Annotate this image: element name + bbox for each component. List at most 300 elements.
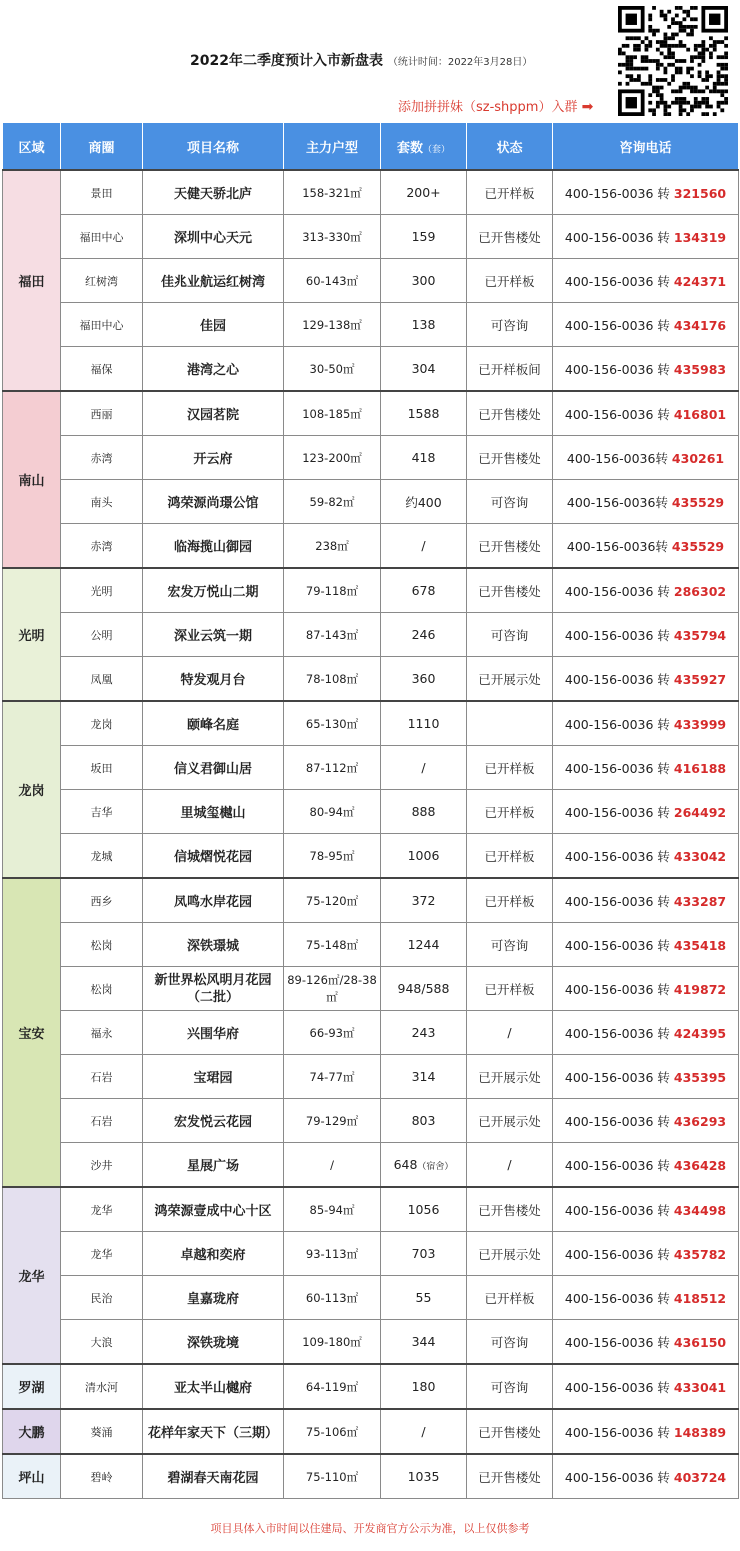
table-row bbox=[3, 1364, 739, 1409]
unit-type-cell: 93-113㎡ bbox=[284, 1232, 381, 1276]
unit-type-cell: 79-129㎡ bbox=[284, 1099, 381, 1143]
table-row bbox=[3, 923, 739, 967]
area-cell: 公明 bbox=[61, 613, 143, 657]
units-cell bbox=[381, 1276, 467, 1320]
district-cell: 罗湖 bbox=[3, 1364, 61, 1409]
units-value: 246 bbox=[411, 627, 436, 642]
table-row bbox=[3, 1454, 739, 1499]
units-value: 约400 bbox=[405, 494, 442, 510]
units-value: 360 bbox=[411, 671, 436, 686]
district-cell: 龙岗 bbox=[3, 701, 61, 878]
units-value: 1588 bbox=[407, 406, 440, 421]
status-cell: 已开售楼处 bbox=[467, 524, 553, 569]
status-cell: 已开展示处 bbox=[467, 657, 553, 702]
area-cell: 民治 bbox=[61, 1276, 143, 1320]
phone-number: 400-156-0036 转 bbox=[564, 1246, 674, 1262]
table-row bbox=[3, 436, 739, 480]
table-row bbox=[3, 170, 739, 215]
unit-type-cell: 75-148㎡ bbox=[284, 923, 381, 967]
status-cell: 可咨询 bbox=[467, 480, 553, 524]
phone-number: 400-156-0036 转 bbox=[564, 1469, 674, 1485]
phone-extension: 434498 bbox=[673, 1202, 727, 1218]
area-cell: 大浪 bbox=[61, 1320, 143, 1365]
unit-type-cell: 108-185㎡ bbox=[284, 391, 381, 436]
units-value: 1006 bbox=[407, 848, 440, 863]
phone-cell[interactable] bbox=[553, 391, 739, 436]
units-value: 159 bbox=[411, 229, 436, 244]
project-name-cell: 鸿荣源尚璟公馆 bbox=[143, 480, 284, 524]
phone-cell[interactable] bbox=[553, 701, 739, 746]
unit-type-cell: 79-118㎡ bbox=[284, 568, 381, 613]
phone-extension: 430261 bbox=[671, 450, 725, 466]
table-row bbox=[3, 1276, 739, 1320]
units-value: 55 bbox=[415, 1290, 432, 1305]
table-row bbox=[3, 524, 739, 569]
status-cell: 已开样板间 bbox=[467, 347, 553, 392]
district-cell: 宝安 bbox=[3, 878, 61, 1187]
area-cell: 景田 bbox=[61, 170, 143, 215]
phone-number: 400-156-0036 转 bbox=[564, 716, 674, 732]
phone-extension: 436293 bbox=[673, 1113, 727, 1129]
district-cell: 大鹏 bbox=[3, 1409, 61, 1454]
project-name-cell: 宏发悦云花园 bbox=[143, 1099, 284, 1143]
phone-cell[interactable] bbox=[553, 967, 739, 1011]
phone-extension: 264492 bbox=[673, 804, 727, 820]
units-cell bbox=[381, 790, 467, 834]
table-row bbox=[3, 657, 739, 702]
phone-number: 400-156-0036转 bbox=[566, 494, 672, 510]
area-cell: 赤湾 bbox=[61, 436, 143, 480]
phone-number: 400-156-0036 转 bbox=[564, 361, 674, 377]
status-cell: 已开售楼处 bbox=[467, 1409, 553, 1454]
units-cell bbox=[381, 568, 467, 613]
area-cell: 清水河 bbox=[61, 1364, 143, 1409]
status-cell: 已开样板 bbox=[467, 790, 553, 834]
area-cell: 松岗 bbox=[61, 967, 143, 1011]
phone-cell[interactable] bbox=[553, 834, 739, 879]
table-row bbox=[3, 746, 739, 790]
units-value: 703 bbox=[411, 1246, 436, 1261]
status-cell: / bbox=[467, 1011, 553, 1055]
table-row bbox=[3, 347, 739, 392]
project-name-cell: 亚太半山樾府 bbox=[143, 1364, 284, 1409]
table-row bbox=[3, 967, 739, 1011]
district-cell: 光明 bbox=[3, 568, 61, 701]
area-cell: 西丽 bbox=[61, 391, 143, 436]
table-row bbox=[3, 701, 739, 746]
phone-number: 400-156-0036 转 bbox=[564, 317, 674, 333]
project-name-cell: 宝珺园 bbox=[143, 1055, 284, 1099]
units-value: 948/588 bbox=[397, 981, 450, 996]
units-value: 803 bbox=[411, 1113, 436, 1128]
unit-type-cell: 80-94㎡ bbox=[284, 790, 381, 834]
phone-number: 400-156-0036 转 bbox=[564, 937, 674, 953]
units-cell bbox=[381, 1364, 467, 1409]
table-body bbox=[3, 170, 739, 1499]
phone-cell[interactable] bbox=[553, 1454, 739, 1499]
units-value: 300 bbox=[411, 273, 436, 288]
phone-cell[interactable] bbox=[553, 1055, 739, 1099]
table-row bbox=[3, 1055, 739, 1099]
phone-cell[interactable] bbox=[553, 878, 739, 923]
arrow-right-icon: ➡ bbox=[581, 99, 594, 115]
phone-extension: 433041 bbox=[673, 1379, 727, 1395]
units-cell bbox=[381, 259, 467, 303]
unit-type-cell: 66-93㎡ bbox=[284, 1011, 381, 1055]
status-cell: 已开样板 bbox=[467, 878, 553, 923]
units-cell bbox=[381, 480, 467, 524]
area-cell: 福永 bbox=[61, 1011, 143, 1055]
table-row bbox=[3, 215, 739, 259]
header-phone: 咨询电话 bbox=[553, 123, 739, 171]
status-cell: 已开样板 bbox=[467, 170, 553, 215]
units-value: 344 bbox=[411, 1334, 436, 1349]
phone-cell[interactable] bbox=[553, 613, 739, 657]
unit-type-cell: 60-113㎡ bbox=[284, 1276, 381, 1320]
units-cell bbox=[381, 613, 467, 657]
units-value: 418 bbox=[411, 450, 436, 465]
table-row bbox=[3, 834, 739, 879]
unit-type-cell: 123-200㎡ bbox=[284, 436, 381, 480]
units-cell bbox=[381, 1232, 467, 1276]
units-cell bbox=[381, 1143, 467, 1188]
header-area: 商圈 bbox=[61, 123, 143, 171]
units-value: 678 bbox=[411, 583, 436, 598]
phone-cell[interactable] bbox=[553, 923, 739, 967]
phone-extension: 321560 bbox=[673, 185, 727, 201]
unit-type-cell: 60-143㎡ bbox=[284, 259, 381, 303]
phone-extension: 419872 bbox=[673, 981, 727, 997]
status-cell: 可咨询 bbox=[467, 923, 553, 967]
project-name-cell: 汉园茗院 bbox=[143, 391, 284, 436]
qr-code-icon[interactable] bbox=[618, 6, 728, 116]
project-name-cell: 宏发万悦山二期 bbox=[143, 568, 284, 613]
district-cell: 坪山 bbox=[3, 1454, 61, 1499]
status-cell: 已开售楼处 bbox=[467, 436, 553, 480]
units-value: 200+ bbox=[406, 185, 441, 200]
promo-text: 添加拼拼妹（sz-shppm）入群 ➡ bbox=[398, 99, 594, 115]
units-cell bbox=[381, 878, 467, 923]
phone-extension: 433042 bbox=[673, 848, 727, 864]
table-row bbox=[3, 259, 739, 303]
phone-cell[interactable] bbox=[553, 657, 739, 702]
project-name-cell: 皇嘉珑府 bbox=[143, 1276, 284, 1320]
status-cell: 可咨询 bbox=[467, 1364, 553, 1409]
units-value: 180 bbox=[411, 1379, 436, 1394]
units-value: 372 bbox=[411, 893, 436, 908]
phone-extension: 435529 bbox=[671, 538, 725, 554]
district-cell: 福田 bbox=[3, 170, 61, 391]
phone-extension: 436150 bbox=[673, 1334, 727, 1350]
unit-type-cell: 75-106㎡ bbox=[284, 1409, 381, 1454]
area-cell: 龙岗 bbox=[61, 701, 143, 746]
phone-number: 400-156-0036 转 bbox=[564, 1334, 674, 1350]
phone-number: 400-156-0036 转 bbox=[564, 406, 674, 422]
unit-type-cell: 87-143㎡ bbox=[284, 613, 381, 657]
units-cell bbox=[381, 215, 467, 259]
phone-number: 400-156-0036 转 bbox=[564, 627, 674, 643]
unit-type-cell: 129-138㎡ bbox=[284, 303, 381, 347]
unit-type-cell: 30-50㎡ bbox=[284, 347, 381, 392]
phone-extension: 435983 bbox=[673, 361, 727, 377]
units-cell bbox=[381, 701, 467, 746]
area-cell: 龙华 bbox=[61, 1187, 143, 1232]
area-cell: 石岩 bbox=[61, 1099, 143, 1143]
phone-number: 400-156-0036 转 bbox=[564, 229, 674, 245]
table-row bbox=[3, 391, 739, 436]
stat-time: （统计时间：2022年3月28日） bbox=[387, 57, 533, 68]
units-value: 1056 bbox=[407, 1202, 440, 1217]
phone-number: 400-156-0036 转 bbox=[564, 1202, 674, 1218]
units-value: / bbox=[421, 1424, 426, 1439]
footnote: 项目具体入市时间以住建局、开发商官方公示为准，以上仅供参考 bbox=[210, 1522, 530, 1535]
phone-extension: 416801 bbox=[673, 406, 727, 422]
project-name-cell: 佳兆业航运红树湾 bbox=[143, 259, 284, 303]
status-cell: 可咨询 bbox=[467, 613, 553, 657]
units-cell bbox=[381, 1409, 467, 1454]
phone-extension: 435395 bbox=[673, 1069, 727, 1085]
phone-number: 400-156-0036 转 bbox=[564, 1069, 674, 1085]
phone-number: 400-156-0036 转 bbox=[564, 893, 674, 909]
header-district: 区域 bbox=[3, 123, 61, 171]
project-name-cell: 港湾之心 bbox=[143, 347, 284, 392]
table-row bbox=[3, 878, 739, 923]
header-project: 项目名称 bbox=[143, 123, 284, 171]
table-header-row bbox=[3, 123, 739, 171]
project-name-cell: 信城熠悦花园 bbox=[143, 834, 284, 879]
area-cell: 红树湾 bbox=[61, 259, 143, 303]
phone-cell[interactable] bbox=[553, 259, 739, 303]
phone-cell[interactable] bbox=[553, 1187, 739, 1232]
phone-cell[interactable] bbox=[553, 524, 739, 569]
table-row bbox=[3, 790, 739, 834]
district-cell: 龙华 bbox=[3, 1187, 61, 1364]
area-cell: 龙城 bbox=[61, 834, 143, 879]
units-cell bbox=[381, 967, 467, 1011]
area-cell: 福田中心 bbox=[61, 303, 143, 347]
phone-extension: 435418 bbox=[673, 937, 727, 953]
phone-number: 400-156-0036 转 bbox=[564, 671, 674, 687]
phone-cell[interactable] bbox=[553, 1143, 739, 1188]
phone-number: 400-156-0036 转 bbox=[564, 1025, 674, 1041]
project-name-cell: 兴围华府 bbox=[143, 1011, 284, 1055]
phone-cell[interactable] bbox=[553, 568, 739, 613]
phone-extension: 416188 bbox=[673, 760, 727, 776]
units-value: 1110 bbox=[407, 716, 440, 731]
phone-cell[interactable] bbox=[553, 1099, 739, 1143]
table-row bbox=[3, 480, 739, 524]
unit-type-cell: 78-95㎡ bbox=[284, 834, 381, 879]
unit-type-cell: 313-330㎡ bbox=[284, 215, 381, 259]
status-cell: 已开样板 bbox=[467, 834, 553, 879]
phone-cell[interactable] bbox=[553, 1364, 739, 1409]
unit-type-cell: 75-110㎡ bbox=[284, 1454, 381, 1499]
table-row bbox=[3, 1011, 739, 1055]
status-cell: 已开售楼处 bbox=[467, 1187, 553, 1232]
unit-type-cell: 78-108㎡ bbox=[284, 657, 381, 702]
units-cell bbox=[381, 746, 467, 790]
unit-type-cell: 87-112㎡ bbox=[284, 746, 381, 790]
units-value: 314 bbox=[411, 1069, 436, 1084]
units-cell bbox=[381, 1187, 467, 1232]
table-row bbox=[3, 1320, 739, 1365]
unit-type-cell: 89-126㎡/28-38㎡ bbox=[284, 967, 381, 1011]
unit-type-cell: 64-119㎡ bbox=[284, 1364, 381, 1409]
status-cell: 已开售楼处 bbox=[467, 215, 553, 259]
project-name-cell: 佳园 bbox=[143, 303, 284, 347]
status-cell: 已开样板 bbox=[467, 746, 553, 790]
header-units: 套数（套） bbox=[381, 123, 467, 171]
units-cell bbox=[381, 436, 467, 480]
area-cell: 碧岭 bbox=[61, 1454, 143, 1499]
phone-number: 400-156-0036 转 bbox=[564, 273, 674, 289]
status-cell: 已开售楼处 bbox=[467, 568, 553, 613]
project-name-cell: 花样年家天下（三期） bbox=[143, 1409, 284, 1454]
table-row bbox=[3, 1232, 739, 1276]
phone-extension: 286302 bbox=[673, 583, 727, 599]
status-cell: 已开售楼处 bbox=[467, 1454, 553, 1499]
status-cell: 已开样板 bbox=[467, 1276, 553, 1320]
area-cell: 龙华 bbox=[61, 1232, 143, 1276]
phone-extension: 433287 bbox=[673, 893, 727, 909]
units-value: 243 bbox=[411, 1025, 436, 1040]
phone-number: 400-156-0036 转 bbox=[564, 804, 674, 820]
phone-extension: 134319 bbox=[673, 229, 727, 245]
phone-cell[interactable] bbox=[553, 1011, 739, 1055]
units-cell bbox=[381, 347, 467, 392]
units-cell bbox=[381, 391, 467, 436]
phone-number: 400-156-0036 转 bbox=[564, 185, 674, 201]
table-row bbox=[3, 613, 739, 657]
status-cell: 已开样板 bbox=[467, 259, 553, 303]
header bbox=[0, 0, 740, 122]
units-cell bbox=[381, 1320, 467, 1365]
phone-extension: 435529 bbox=[671, 494, 725, 510]
unit-type-cell: 75-120㎡ bbox=[284, 878, 381, 923]
phone-cell[interactable] bbox=[553, 436, 739, 480]
phone-number: 400-156-0036 转 bbox=[564, 1290, 674, 1306]
status-cell: 已开展示处 bbox=[467, 1055, 553, 1099]
project-name-cell: 卓越和奕府 bbox=[143, 1232, 284, 1276]
units-cell bbox=[381, 1099, 467, 1143]
status-cell: 已开样板 bbox=[467, 967, 553, 1011]
project-name-cell: 颐峰名庭 bbox=[143, 701, 284, 746]
project-name-cell: 深铁璟城 bbox=[143, 923, 284, 967]
phone-extension: 418512 bbox=[673, 1290, 727, 1306]
phone-cell[interactable] bbox=[553, 746, 739, 790]
header-status: 状态 bbox=[467, 123, 553, 171]
status-cell: 已开展示处 bbox=[467, 1232, 553, 1276]
phone-extension: 435927 bbox=[673, 671, 727, 687]
project-name-cell: 新世界松风明月花园（二批） bbox=[143, 967, 284, 1011]
project-name-cell: 碧湖春天南花园 bbox=[143, 1454, 284, 1499]
unit-type-cell: 59-82㎡ bbox=[284, 480, 381, 524]
phone-cell[interactable] bbox=[553, 347, 739, 392]
project-name-cell: 信义君御山居 bbox=[143, 746, 284, 790]
phone-number: 400-156-0036 转 bbox=[564, 1424, 674, 1440]
phone-cell[interactable] bbox=[553, 170, 739, 215]
unit-type-cell: 85-94㎡ bbox=[284, 1187, 381, 1232]
phone-extension: 436428 bbox=[673, 1157, 727, 1173]
phone-number: 400-156-0036转 bbox=[566, 538, 672, 554]
units-cell bbox=[381, 923, 467, 967]
district-cell: 南山 bbox=[3, 391, 61, 568]
units-cell bbox=[381, 524, 467, 569]
area-cell: 福保 bbox=[61, 347, 143, 392]
project-name-cell: 开云府 bbox=[143, 436, 284, 480]
unit-type-cell: / bbox=[284, 1143, 381, 1188]
units-value: 1035 bbox=[407, 1469, 440, 1484]
unit-type-cell: 109-180㎡ bbox=[284, 1320, 381, 1365]
project-name-cell: 凤鸣水岸花园 bbox=[143, 878, 284, 923]
project-name-cell: 里城玺樾山 bbox=[143, 790, 284, 834]
status-cell: 可咨询 bbox=[467, 303, 553, 347]
phone-extension: 435782 bbox=[673, 1246, 727, 1262]
phone-number: 400-156-0036 转 bbox=[564, 1113, 674, 1129]
project-name-cell: 临海揽山御园 bbox=[143, 524, 284, 569]
status-cell bbox=[467, 701, 553, 746]
phone-cell[interactable] bbox=[553, 480, 739, 524]
table-row bbox=[3, 303, 739, 347]
phone-extension: 403724 bbox=[673, 1469, 727, 1485]
units-cell bbox=[381, 1454, 467, 1499]
units-value: 304 bbox=[411, 361, 436, 376]
phone-extension: 433999 bbox=[673, 716, 727, 732]
units-value: 888 bbox=[411, 804, 436, 819]
area-cell: 西乡 bbox=[61, 878, 143, 923]
phone-number: 400-156-0036 转 bbox=[564, 760, 674, 776]
phone-cell[interactable] bbox=[553, 215, 739, 259]
status-cell: 已开售楼处 bbox=[467, 391, 553, 436]
area-cell: 赤湾 bbox=[61, 524, 143, 569]
phone-extension: 424371 bbox=[673, 273, 727, 289]
phone-number: 400-156-0036 转 bbox=[564, 981, 674, 997]
area-cell: 石岩 bbox=[61, 1055, 143, 1099]
units-cell bbox=[381, 1055, 467, 1099]
phone-cell[interactable] bbox=[553, 303, 739, 347]
phone-cell[interactable] bbox=[553, 1409, 739, 1454]
area-cell: 南头 bbox=[61, 480, 143, 524]
project-name-cell: 特发观月台 bbox=[143, 657, 284, 702]
phone-cell[interactable] bbox=[553, 1276, 739, 1320]
listing-table bbox=[2, 122, 739, 1499]
project-name-cell: 天健天骄北庐 bbox=[143, 170, 284, 215]
area-cell: 松岗 bbox=[61, 923, 143, 967]
table-row bbox=[3, 568, 739, 613]
unit-type-cell: 74-77㎡ bbox=[284, 1055, 381, 1099]
status-cell: 已开展示处 bbox=[467, 1099, 553, 1143]
units-cell bbox=[381, 834, 467, 879]
phone-number: 400-156-0036转 bbox=[566, 450, 672, 466]
units-cell bbox=[381, 1011, 467, 1055]
page-title: 2022年二季度预计入市新盘表 （统计时间：2022年3月28日） bbox=[190, 53, 533, 69]
phone-number: 400-156-0036 转 bbox=[564, 1379, 674, 1395]
area-cell: 坂田 bbox=[61, 746, 143, 790]
units-cell bbox=[381, 303, 467, 347]
phone-cell[interactable] bbox=[553, 1320, 739, 1365]
phone-cell[interactable] bbox=[553, 1232, 739, 1276]
header-type: 主力户型 bbox=[284, 123, 381, 171]
area-cell: 福田中心 bbox=[61, 215, 143, 259]
area-cell: 葵涌 bbox=[61, 1409, 143, 1454]
units-value: / bbox=[421, 538, 426, 553]
units-note: （宿舍） bbox=[417, 1162, 454, 1172]
project-name-cell: 深铁珑境 bbox=[143, 1320, 284, 1365]
phone-cell[interactable] bbox=[553, 790, 739, 834]
area-cell: 沙井 bbox=[61, 1143, 143, 1188]
table-row bbox=[3, 1099, 739, 1143]
phone-extension: 424395 bbox=[673, 1025, 727, 1041]
